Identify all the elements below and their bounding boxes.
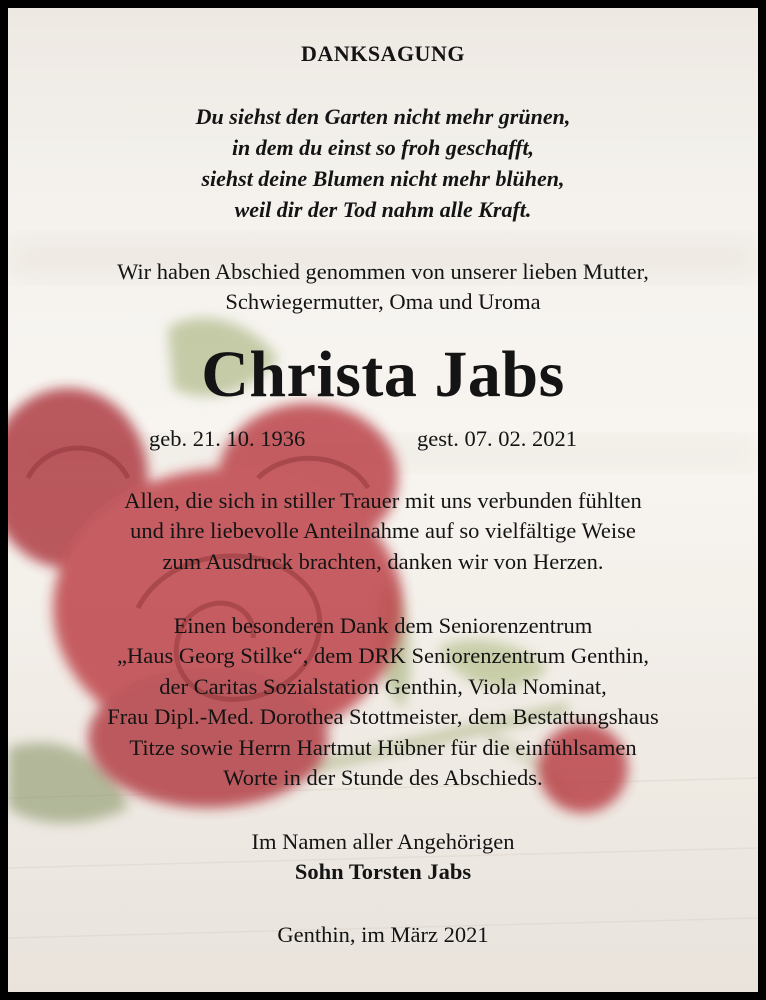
birth-date: geb. 21. 10. 1936 xyxy=(149,426,306,451)
signature-intro: Im Namen aller Angehörigen xyxy=(251,829,515,854)
place-date: Genthin, im März 2021 xyxy=(277,922,489,947)
obituary-content xyxy=(8,8,758,992)
thanks-line: zum Ausdruck brachten, danken wir von Herzen. xyxy=(162,549,604,574)
signature-name: Sohn Torsten Jabs xyxy=(294,859,472,884)
deceased-name: Christa Jabs xyxy=(201,338,565,411)
special-thanks-line: Einen besonderen Dank dem Seniorenzentrum xyxy=(173,613,593,638)
thanks-line: und ihre liebevolle Anteilnahme auf so vielfältige Weise xyxy=(130,518,636,543)
poem-line: weil dir der Tod nahm alle Kraft. xyxy=(234,197,532,222)
poem-line: siehst deine Blumen nicht mehr blühen, xyxy=(201,166,565,191)
special-thanks-line: der Caritas Sozialstation Genthin, Viola Nominat, xyxy=(159,674,607,699)
intro-line: Wir haben Abschied genommen von unserer lieben Mutter, xyxy=(117,259,649,284)
death-date: gest. 07. 02. 2021 xyxy=(417,426,577,451)
obituary-card xyxy=(8,8,758,992)
special-thanks-line: „Haus Georg Stilke“, dem DRK Seniorenzentrum Genthin, xyxy=(117,643,649,668)
thanks-line: Allen, die sich in stiller Trauer mit uns verbunden fühlten xyxy=(124,488,642,513)
special-thanks-line: Frau Dipl.-Med. Dorothea Stottmeister, dem Bestattungshaus xyxy=(107,704,659,729)
poem-line: Du siehst den Garten nicht mehr grünen, xyxy=(195,104,571,129)
intro-line: Schwiegermutter, Oma und Uroma xyxy=(225,289,541,314)
special-thanks-line: Titze sowie Herrn Hartmut Hübner für die einfühlsamen xyxy=(129,735,637,760)
heading: DANKSAGUNG xyxy=(301,41,465,66)
poem-line: in dem du einst so froh geschafft, xyxy=(231,135,535,160)
special-thanks-line: Worte in der Stunde des Abschieds. xyxy=(223,765,543,790)
